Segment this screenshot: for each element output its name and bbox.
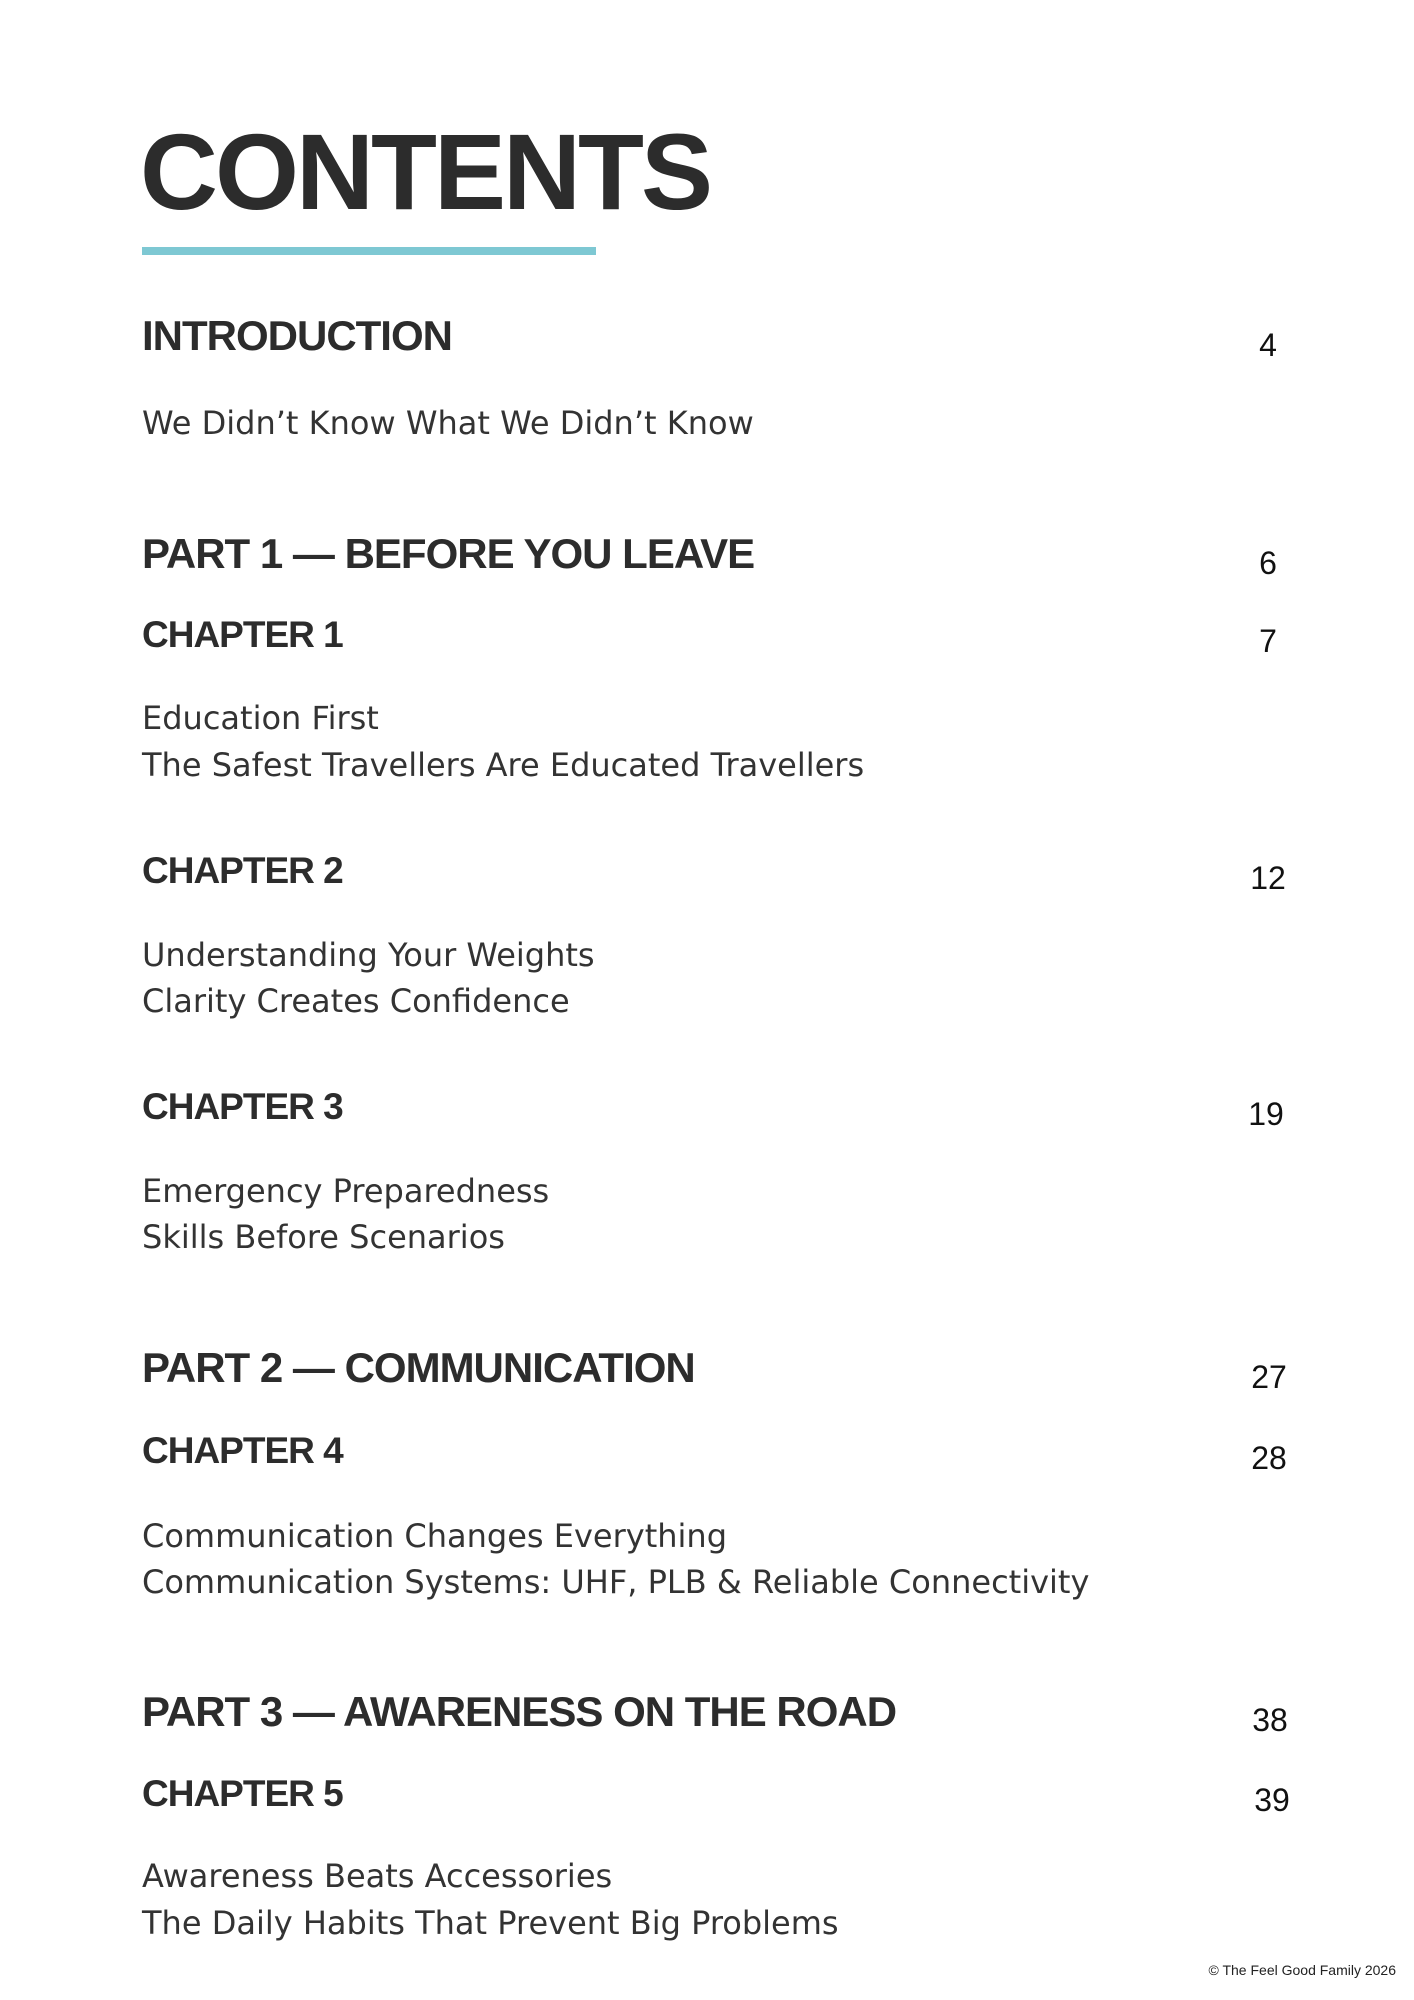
chapter-4-heading: CHAPTER 4 [142, 1430, 343, 1471]
chapter-5-subtitle: The Daily Habits That Prevent Big Problems [142, 1904, 839, 1942]
chapter-3-title: Emergency Preparedness [142, 1172, 550, 1210]
chapter-4-title: Communication Changes Everything [142, 1517, 727, 1555]
chapter-1-heading: CHAPTER 1 [142, 614, 343, 655]
part-3-heading: PART 3 — AWARENESS ON THE ROAD [142, 1688, 897, 1735]
chapter-4-subtitle: Communication Systems: UHF, PLB & Reliable Connectivity [142, 1563, 1090, 1601]
part-3-page-number: 38 [1252, 1702, 1288, 1738]
introduction-subtitle: We Didn’t Know What We Didn’t Know [142, 404, 754, 442]
chapter-3-page-number: 19 [1248, 1096, 1284, 1132]
chapter-5-page-number: 39 [1254, 1782, 1290, 1818]
part-1-page-number: 6 [1259, 545, 1277, 581]
chapter-3-heading: CHAPTER 3 [142, 1086, 343, 1127]
copyright-footer: © The Feel Good Family 2026 [1208, 1962, 1396, 1978]
chapter-2-heading: CHAPTER 2 [142, 850, 343, 891]
chapter-2-title: Understanding Your Weights [142, 936, 595, 974]
part-2-heading: PART 2 — COMMUNICATION [142, 1344, 695, 1391]
introduction-heading: INTRODUCTION [142, 312, 452, 359]
chapter-2-page-number: 12 [1250, 860, 1286, 896]
chapter-1-title: Education First [142, 699, 379, 737]
chapter-5-heading: CHAPTER 5 [142, 1773, 343, 1814]
title-underline [142, 247, 596, 255]
chapter-4-page-number: 28 [1251, 1440, 1287, 1476]
chapter-1-subtitle: The Safest Travellers Are Educated Travellers [142, 746, 865, 784]
chapter-1-page-number: 7 [1259, 623, 1277, 659]
chapter-5-title: Awareness Beats Accessories [142, 1857, 613, 1895]
introduction-page-number: 4 [1259, 327, 1277, 363]
chapter-2-subtitle: Clarity Creates Confidence [142, 982, 570, 1020]
part-2-page-number: 27 [1251, 1359, 1287, 1395]
chapter-3-subtitle: Skills Before Scenarios [142, 1218, 505, 1256]
part-1-heading: PART 1 — BEFORE YOU LEAVE [142, 530, 755, 577]
page-title: CONTENTS [140, 111, 710, 232]
